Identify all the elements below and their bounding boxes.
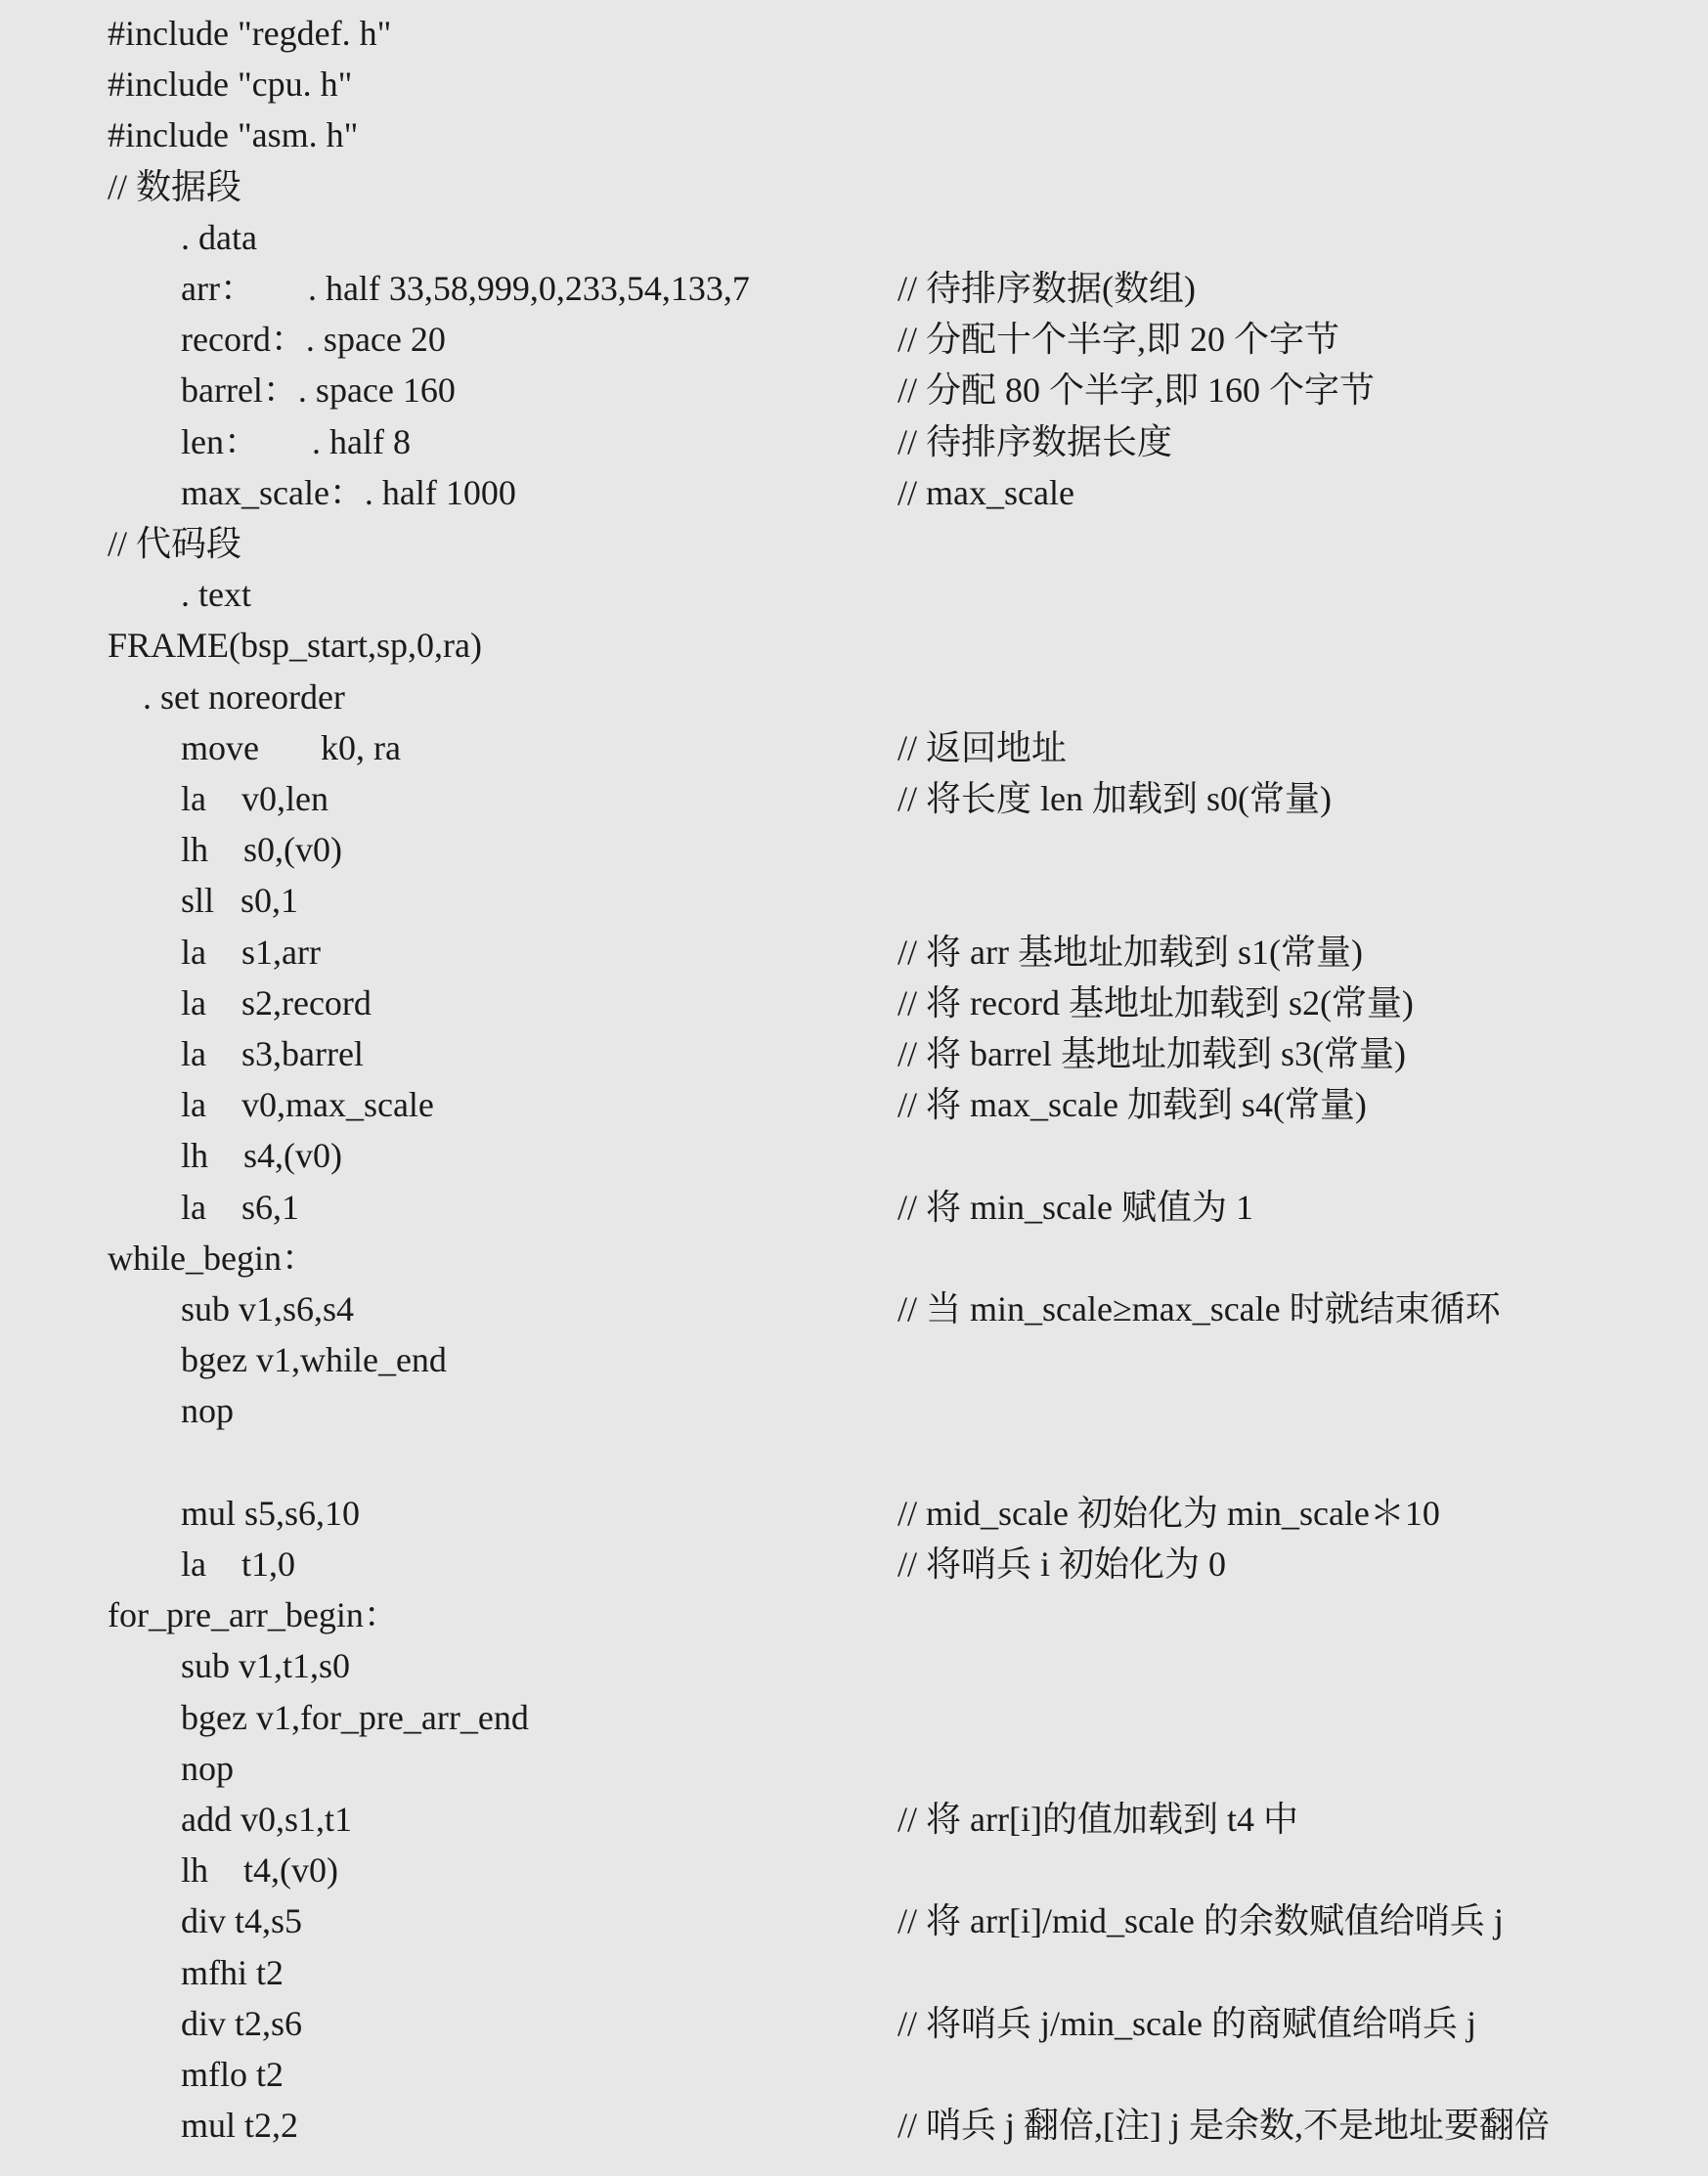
- code-line: [0, 773, 1708, 824]
- code-line: [0, 8, 1708, 59]
- code-text: mul s5,s6,10: [181, 1493, 361, 1533]
- code-line: [0, 1385, 1708, 1436]
- code-line: [0, 1182, 1708, 1233]
- code-line: [0, 416, 1708, 467]
- code-text: while_begin：: [108, 1238, 317, 1278]
- code-line: [0, 2100, 1708, 2151]
- code-text: record：. space 20: [181, 320, 446, 360]
- code-line: [0, 1794, 1708, 1845]
- code-text: la v0,max_scale: [181, 1085, 434, 1125]
- code-comment: // max_scale: [898, 472, 1074, 512]
- code-comment: // 待排序数据长度: [898, 421, 1173, 461]
- code-comment: // mid_scale 初始化为 min_scale＊10: [898, 1493, 1440, 1533]
- code-text: la s6,1: [181, 1187, 299, 1227]
- code-comment: // 当 min_scale≥max_scale 时就结束循环: [898, 1289, 1501, 1328]
- code-line: [0, 1998, 1708, 2049]
- code-comment: // 待排序数据(数组): [898, 269, 1196, 308]
- code-line: [0, 1079, 1708, 1130]
- code-text: barrel：. space 160: [181, 370, 456, 411]
- code-text: // 数据段: [108, 166, 242, 206]
- code-text: nop: [181, 1391, 234, 1431]
- code-text: add v0,s1,t1: [181, 1800, 352, 1839]
- code-line: [0, 875, 1708, 926]
- code-comment: // 将 min_scale 赋值为 1: [898, 1187, 1253, 1227]
- code-text: #include "regdef. h": [108, 14, 392, 53]
- code-line: [0, 212, 1708, 263]
- code-comment: // 将 arr 基地址加载到 s1(常量): [898, 932, 1363, 972]
- code-comment: // 返回地址: [898, 727, 1068, 767]
- code-line: [0, 1589, 1708, 1640]
- code-line: [0, 1437, 1708, 1488]
- code-text: lh s4,(v0): [181, 1136, 342, 1176]
- code-line: [0, 1640, 1708, 1691]
- code-line: [0, 1947, 1708, 1998]
- code-line: [0, 1130, 1708, 1181]
- code-line: [0, 1539, 1708, 1589]
- code-line: [0, 467, 1708, 518]
- code-text: la s1,arr: [181, 932, 321, 972]
- code-text: div t2,s6: [181, 2003, 303, 2043]
- code-line: [0, 1488, 1708, 1539]
- code-text: la t1,0: [181, 1545, 295, 1584]
- code-text: // 代码段: [108, 524, 242, 563]
- code-comment: // 分配十个半字,即 20 个字节: [898, 320, 1340, 360]
- code-comment: // 将 arr[i]/mid_scale 的余数赋值给哨兵 j: [898, 1901, 1504, 1941]
- code-line: [0, 161, 1708, 212]
- code-line: [0, 1233, 1708, 1284]
- code-comment: // 将长度 len 加载到 s0(常量): [898, 779, 1332, 818]
- code-text: len： . half 8: [181, 421, 411, 461]
- code-text: . data: [181, 217, 257, 257]
- code-text: bgez v1,for_pre_arr_end: [181, 1697, 529, 1737]
- code-line: [0, 927, 1708, 978]
- code-line: [0, 824, 1708, 875]
- code-line: [0, 518, 1708, 569]
- code-text: #include "cpu. h": [108, 65, 353, 105]
- code-text: #include "asm. h": [108, 115, 359, 155]
- code-comment: // 将 barrel 基地址加载到 s3(常量): [898, 1034, 1406, 1073]
- code-comment: // 将哨兵 j/min_scale 的商赋值给哨兵 j: [898, 2003, 1476, 2043]
- code-line: [0, 1845, 1708, 1895]
- code-line: [0, 1334, 1708, 1385]
- code-text: lh s0,(v0): [181, 830, 342, 870]
- code-comment: // 将哨兵 i 初始化为 0: [898, 1545, 1227, 1584]
- code-text: sub v1,s6,s4: [181, 1289, 355, 1328]
- code-line: [0, 569, 1708, 620]
- code-comment: // 将 max_scale 加载到 s4(常量): [898, 1085, 1367, 1125]
- code-text: move k0, ra: [181, 727, 401, 767]
- code-text: div t4,s5: [181, 1901, 303, 1941]
- code-text: la v0,len: [181, 779, 328, 818]
- code-line: [0, 365, 1708, 415]
- code-text: bgez v1,while_end: [181, 1340, 447, 1380]
- code-text: sub v1,t1,s0: [181, 1646, 351, 1686]
- code-line: [0, 978, 1708, 1028]
- code-line: [0, 620, 1708, 671]
- code-text: arr： . half 33,58,999,0,233,54,133,7: [181, 269, 750, 308]
- code-comment: // 将 record 基地址加载到 s2(常量): [898, 982, 1414, 1023]
- code-text: FRAME(bsp_start,sp,0,ra): [108, 626, 482, 666]
- code-line: [0, 1284, 1708, 1334]
- code-text: . text: [181, 575, 251, 615]
- code-text: max_scale：. half 1000: [181, 472, 516, 512]
- code-line: [0, 1028, 1708, 1079]
- code-line: [0, 1895, 1708, 1946]
- code-line: [0, 2049, 1708, 2100]
- code-line: [0, 722, 1708, 773]
- code-line: [0, 59, 1708, 109]
- code-comment: // 哨兵 j 翻倍,[注] j 是余数,不是地址要翻倍: [898, 2106, 1550, 2146]
- code-text: mflo t2: [181, 2055, 284, 2094]
- code-line: [0, 314, 1708, 365]
- code-text: nop: [181, 1748, 234, 1788]
- code-text: lh t4,(v0): [181, 1850, 338, 1891]
- code-line: [0, 1743, 1708, 1794]
- code-text: . set noreorder: [143, 676, 345, 717]
- code-line: [0, 109, 1708, 160]
- code-text: mul t2,2: [181, 2106, 299, 2146]
- code-comment: // 将 arr[i]的值加载到 t4 中: [898, 1800, 1298, 1839]
- code-text: la s3,barrel: [181, 1034, 364, 1073]
- code-line: [0, 672, 1708, 722]
- code-text: la s2,record: [181, 982, 372, 1023]
- code-text: sll s0,1: [181, 881, 299, 921]
- code-text: for_pre_arr_begin：: [108, 1595, 399, 1635]
- code-text: mfhi t2: [181, 1952, 284, 1992]
- code-line: [0, 1692, 1708, 1743]
- code-comment: // 分配 80 个半字,即 160 个字节: [898, 370, 1376, 411]
- code-line: [0, 263, 1708, 314]
